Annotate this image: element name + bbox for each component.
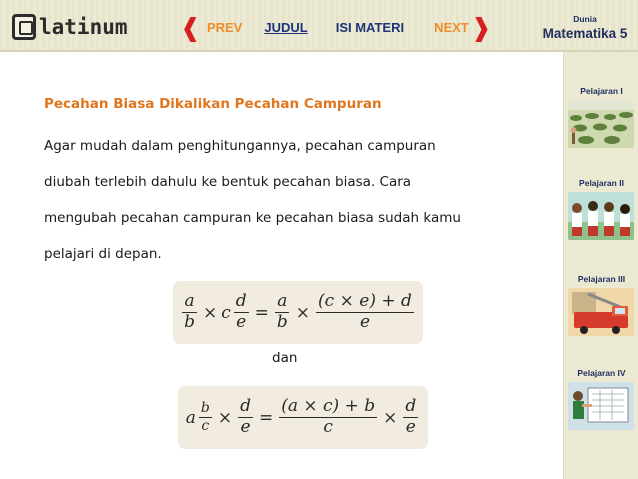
lesson-label: Pelajaran III — [577, 274, 626, 284]
fraction: $\frac{(a \times c) + b}{c}$ — [281, 396, 376, 437]
fraction: $\frac{b}{c}$ — [200, 400, 210, 434]
equals-operator: = — [258, 407, 274, 428]
paragraph-line: pelajari di depan. — [44, 246, 162, 262]
drawing-picture-icon — [568, 382, 634, 430]
content-area — [0, 54, 562, 479]
header-bar — [0, 0, 638, 52]
book-title-small: Dunia — [573, 14, 597, 24]
fraction: $\frac{d}{e}$ — [405, 396, 417, 437]
fraction: $\frac{a}{b}$ — [276, 291, 288, 332]
paragraph-line: mengubah pecahan campuran ke pecahan biasa sudah kamu — [44, 210, 461, 226]
fraction: $\frac{(c \times e) + d}{e}$ — [318, 291, 412, 332]
equals-operator: = — [254, 302, 269, 323]
lesson-title: Pecahan Biasa Dikalikan Pecahan Campuran — [44, 96, 382, 112]
firetruck-picture-icon — [568, 288, 634, 336]
fraction: $\frac{a}{b}$ — [184, 291, 195, 332]
next-button[interactable]: NEXT — [434, 19, 469, 35]
times-operator: × — [383, 407, 398, 428]
fraction: $\frac{d}{e}$ — [235, 291, 247, 332]
lesson-sidebar — [563, 52, 638, 479]
prev-arrow-icon[interactable]: ❰ — [180, 12, 201, 42]
fraction: $\frac{d}{e}$ — [240, 396, 251, 437]
students-picture-icon — [568, 192, 634, 240]
sidebar-item-pelajaran-4[interactable] — [564, 368, 638, 430]
times-operator: × — [295, 302, 311, 323]
times-operator: × — [217, 407, 233, 428]
sidebar-item-pelajaran-2[interactable] — [564, 178, 638, 240]
isi-materi-link[interactable]: ISI MATERI — [335, 19, 405, 35]
whole-number: a — [185, 407, 196, 428]
sidebar-item-pelajaran-3[interactable] — [564, 274, 638, 336]
book-title-main: Matematika 5 — [542, 26, 628, 41]
prev-button[interactable]: PREV — [206, 19, 243, 35]
times-operator: × — [202, 302, 218, 323]
book-title — [532, 10, 638, 50]
logo-mark-icon — [12, 14, 36, 40]
whole-number: c — [221, 302, 231, 323]
lesson-label: Pelajaran II — [579, 178, 624, 188]
formula-fraction-times-mixed — [173, 281, 423, 344]
lesson-label: Pelajaran I — [580, 86, 623, 96]
sidebar-item-pelajaran-1[interactable] — [564, 86, 638, 148]
explanation-paragraph — [44, 128, 544, 272]
connector-text: dan — [272, 350, 298, 366]
field-picture-icon — [568, 100, 634, 148]
paragraph-line: Agar mudah dalam penghitungannya, pecahan campuran — [44, 138, 436, 154]
paragraph-line: diubah terlebih dahulu ke bentuk pecahan biasa. Cara — [44, 174, 412, 190]
next-arrow-icon[interactable]: ❱ — [470, 12, 492, 42]
platinum-logo — [12, 12, 128, 42]
formula-mixed-times-fraction — [178, 386, 428, 449]
logo-text: latinum — [39, 15, 128, 39]
judul-link[interactable]: JUDUL — [264, 19, 308, 35]
lesson-label: Pelajaran IV — [577, 368, 626, 378]
navigation-bar — [180, 14, 492, 40]
